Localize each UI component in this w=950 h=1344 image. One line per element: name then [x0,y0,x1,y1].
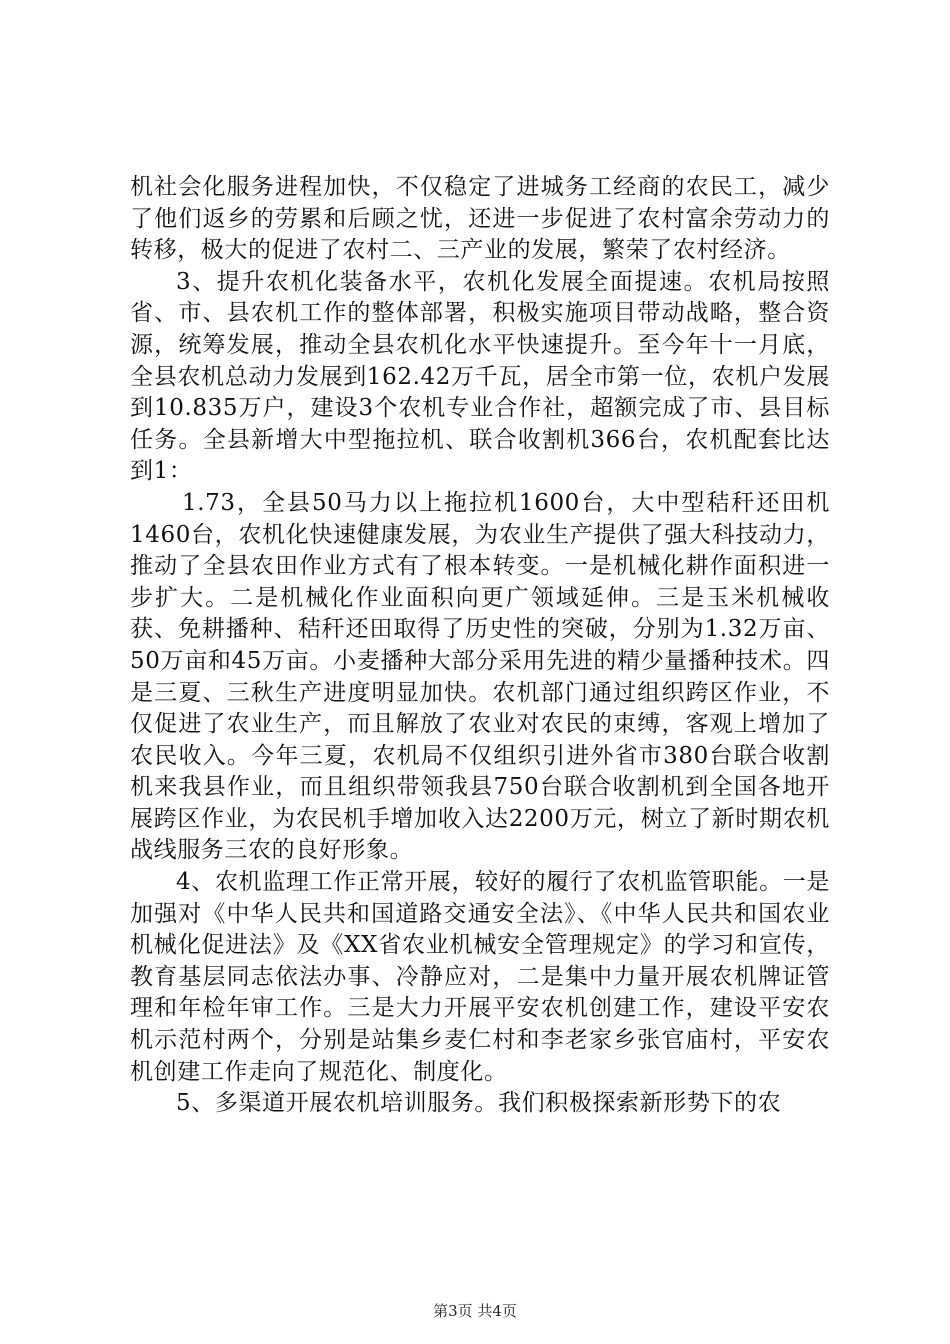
document-body [130,172,830,1120]
paragraph-section-4: 4、农机监理工作正常开展，较好的履行了农机监管职能。一是加强对《中华人民共和国道路交通安全法》、《中华人民共和国农业机械化促进法》及《XX省农业机械安全管理规定》的学习和宣传，教育基层同志依法办事、冷静应对，二是集中力量开展农机牌证管理和年检年审工作。三是大力开展平安农机创建工作，建设平安农机示范村两个，分别是站集乡麦仁村和李老家乡张官庙村，平安农机创建工作走向了规范化、制度化。 [130,869,830,1085]
paragraph-section-5: 5、多渠道开展农机培训服务。我们积极探索新形势下的农 [176,1090,782,1117]
paragraph-continuation: 机社会化服务进程加快，不仅稳定了进城务工经商的农民工，减少了他们返乡的劳累和后顾之忧，还进一步促进了农村富余劳动力的转移，极大的促进了农村二、三产业的发展，繁荣了农村经济。 [130,174,830,264]
page-number-footer: 第3页 共4页 [433,1302,517,1320]
paragraph-section-3-continued: 1.73，全县50马力以上拖拉机1600台，大中型秸秆还田机1460台，农机化快速健康发展，为农业生产提供了强大科技动力，推动了全县农田作业方式有了根本转变。一是机械化耕作面积进一步扩大。二是机械化作业面积向更广领域延伸。三是玉米机械收获、免耕播种、秸秆还田取得了历史性的突破，分别为1.32万亩、50万亩和45万亩。小麦播种大部分采用先进的精少量播种技术。四是三夏、三秋生产进度明显加快。农机部门通过组织跨区作业，不仅促进了农业生产，而且解放了农业对农民的束缚，客观上增加了农民收入。今年三夏，农机局不仅组织引进外省市380台联合收割机来我县作业，而且组织带领我县750台联合收割机到全国各地开展跨区作业，为农民机手增加收入达2200万元，树立了新时期农机战线服务三农的良好形象。 [130,489,830,864]
paragraph-section-3: 3、提升农机化装备水平，农机化发展全面提速。农机局按照省、市、县农机工作的整体部署，积极实施项目带动战略，整合资源，统筹发展，推动全县农机化水平快速提升。至今年十一月底，全县农机总动力发展到162.42万千瓦，居全市第一位，农机户发展到10.835万户，建设3个农机专业合作社，超额完成了市、县目标任务。全县新增大中型拖拉机、联合收割机366台，农机配套比达到1： [130,268,830,485]
